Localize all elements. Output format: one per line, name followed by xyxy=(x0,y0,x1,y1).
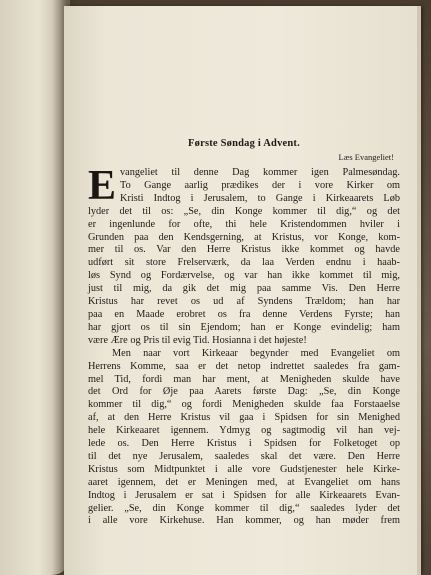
page-edge xyxy=(417,6,421,575)
reading-instruction: Læs Evangeliet! xyxy=(338,152,394,162)
sermon-text xyxy=(88,167,400,528)
text-line: kommer til dig,“ og fordi Menigheden skulde faa Forstaaelse xyxy=(88,399,400,411)
text-line: To Gange aarlig prædikes der i vore Kirker om xyxy=(120,179,400,191)
text-line: aaret igennem, det er Meningen med, at Evangeliet om hans xyxy=(88,476,400,488)
text-line: udført sit store Frelserværk, da laa Verden endnu i haab- xyxy=(88,257,400,269)
text-line: mel Tid, fordi man har ment, at Menigheden skulde have xyxy=(88,373,400,385)
text-line: paa en Maade erobret os fra denne Verdens Fyrste; han xyxy=(88,308,400,320)
text-line: af, at den Herre Kristus vil gaa i Spidsen for sin Menighed xyxy=(88,412,400,424)
text-line: lede os. Den Herre Kristus i Spidsen for Folketoget op xyxy=(88,438,400,450)
page-content xyxy=(88,138,400,528)
text-line: Indtog i Jerusalem er sat i Spidsen for alle Kirkeaarets Evan- xyxy=(88,489,400,501)
text-line: i alle vore Kirkehuse. Han kommer, og han møder frem xyxy=(88,515,400,527)
drop-cap: E xyxy=(88,167,117,206)
text-line: Kristus som Midtpunktet i alle vore Gudstjenester hele Kirke- xyxy=(88,463,400,475)
text-line: Herrens Komme, saa er det netop indrettet saaledes fra gam- xyxy=(88,360,400,372)
text-line: lyder det til os: „Se, din Konge kommer til dig,“ og det xyxy=(88,205,400,217)
text-line: vangeliet til denne Dag kommer igen Palmesøndag. xyxy=(120,167,400,178)
text-line: det Ord for Øje paa Aarets første Dag: „Se, din Konge xyxy=(88,386,400,398)
text-line: til det nye Jerusalem, saaledes skal det være. Den Herre xyxy=(88,450,400,462)
opening-paragraph-start xyxy=(88,167,400,206)
text-line: gelier. „Se, din Konge kommer til dig,“ saaledes lyder det xyxy=(88,502,400,514)
text-line: Men naar vort Kirkeaar begynder med Evangeliet om xyxy=(112,347,400,359)
text-line: har gjort os til sin Ejendom; han er Konge evindelig; ham xyxy=(88,321,400,333)
text-line: Kristus har revet os ud af Syndens Trældom; han har xyxy=(88,296,400,308)
text-line: er ingenlunde for ofte, thi hele Kristendommen hviler i xyxy=(88,218,400,230)
text-line: være Ære og Pris til evig Tid. Hosianna i det højeste! xyxy=(88,334,307,346)
book-page xyxy=(64,6,421,575)
text-line: Kristi Indtog i Jerusalem, to Gange i Kirkeaarets Løb xyxy=(120,192,400,204)
text-line: Grunden paa den Kendsgerning, at Kristus, vor Konge, kom- xyxy=(88,231,400,243)
text-line: just til mig, da gik det mig paa samme Vis. Den Herre xyxy=(88,283,400,295)
text-line: hele Kirkeaaret igennem. Ydmyg og sagtmodig vil han vej- xyxy=(88,425,400,437)
text-line: mer til os. Var den Herre Kristus ikke kommet og havde xyxy=(88,244,400,256)
page-heading: Første Søndag i Advent. xyxy=(188,138,300,149)
text-line: løs Synd og Fordærvelse, og var han ikke kommet til mig, xyxy=(88,270,400,282)
